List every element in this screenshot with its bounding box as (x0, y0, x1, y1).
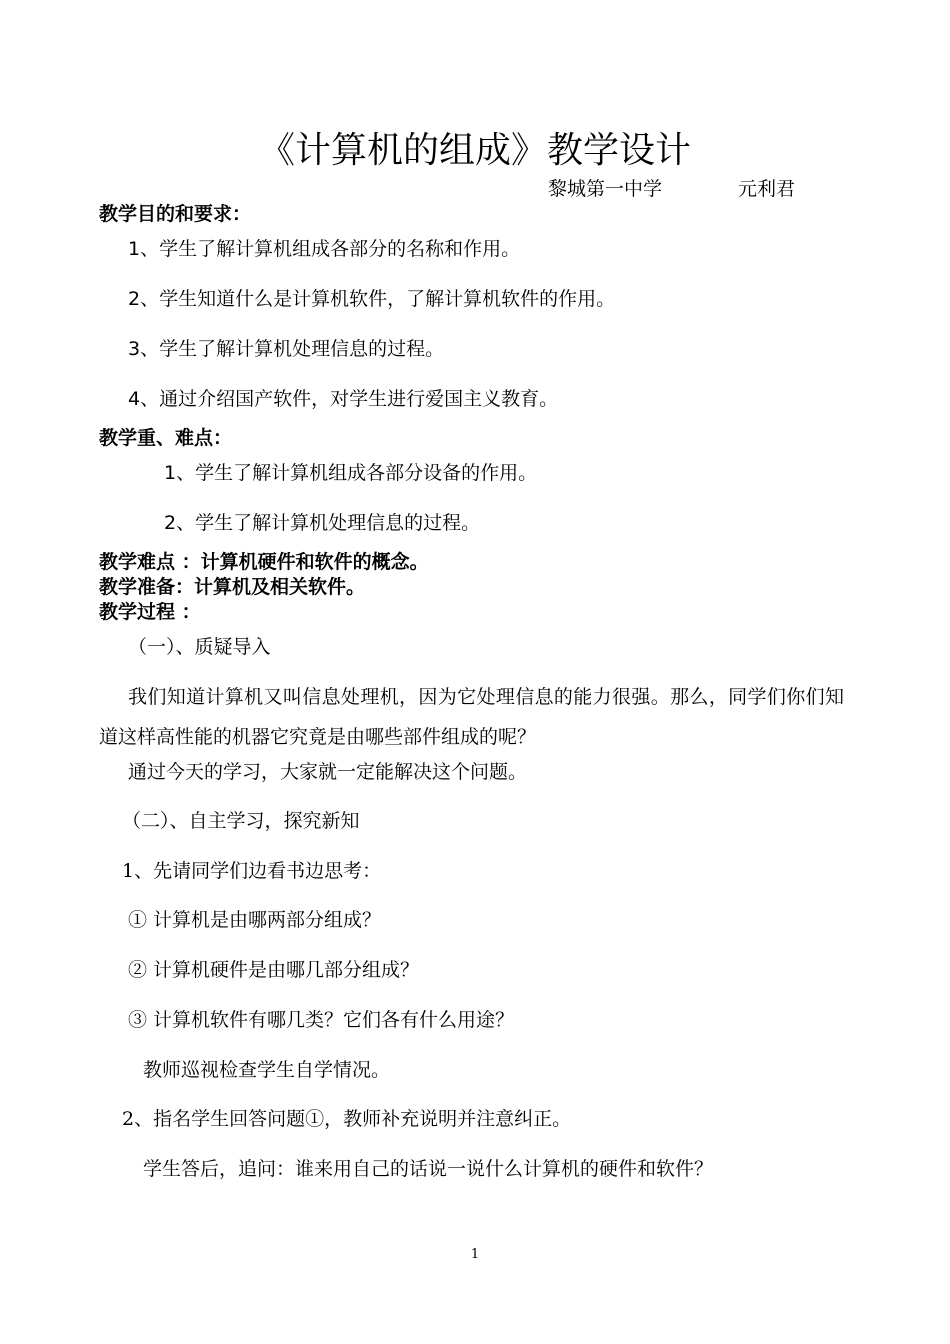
step-1: 1、先请同学们边看书边思考： (122, 860, 382, 882)
section2-heading: （二）、自主学习，探究新知 (122, 810, 360, 832)
section1-heading: （一）、质疑导入 (128, 636, 271, 658)
section1-followup: 通过今天的学习，大家就一定能解决这个问题。 (128, 761, 528, 783)
key-point-item: 2、学生了解计算机处理信息的过程。 (164, 512, 481, 534)
objective-item: 3、学生了解计算机处理信息的过程。 (128, 338, 445, 360)
objective-item: 2、学生知道什么是计算机软件，了解计算机软件的作用。 (128, 288, 616, 310)
teacher-check: 教师巡视检查学生自学情况。 (143, 1059, 391, 1081)
preparation-line: 教学准备：计算机及相关软件。 (99, 576, 366, 598)
document-title: 《计算机的组成》教学设计 (258, 130, 691, 171)
difficulty-line: 教学难点 ：计算机硬件和软件的概念。 (99, 551, 429, 573)
objectives-heading: 教学目的和要求： (99, 203, 252, 225)
question-item: ① 计算机是由哪两部分组成？ (128, 909, 382, 931)
objective-item: 4、通过介绍国产软件，对学生进行爱国主义教育。 (128, 388, 559, 410)
key-point-item: 1、学生了解计算机组成各部分设备的作用。 (164, 462, 538, 484)
author-name: 元利君 (738, 178, 796, 200)
question-item: ② 计算机硬件是由哪几部分组成？ (128, 959, 420, 981)
question-item: ③ 计算机软件有哪几类？它们各有什么用途？ (128, 1009, 515, 1031)
key-points-heading: 教学重、难点： (99, 427, 233, 449)
page-number: 1 (470, 1247, 480, 1262)
followup-question: 学生答后，追问：谁来用自己的话说一说什么计算机的硬件和软件？ (143, 1158, 714, 1180)
objective-item: 1、学生了解计算机组成各部分的名称和作用。 (128, 238, 521, 260)
section1-paragraph: 我们知道计算机又叫信息处理机，因为它处理信息的能力很强。那么，同学们你们知道这样高性能的机器它究竟是由哪些部件组成的呢？ (99, 686, 844, 748)
school-name: 黎城第一中学 (548, 178, 663, 200)
process-heading: 教学过程 ： (99, 601, 201, 623)
step-2: 2、指名学生回答问题①，教师补充说明并注意纠正。 (122, 1108, 572, 1130)
